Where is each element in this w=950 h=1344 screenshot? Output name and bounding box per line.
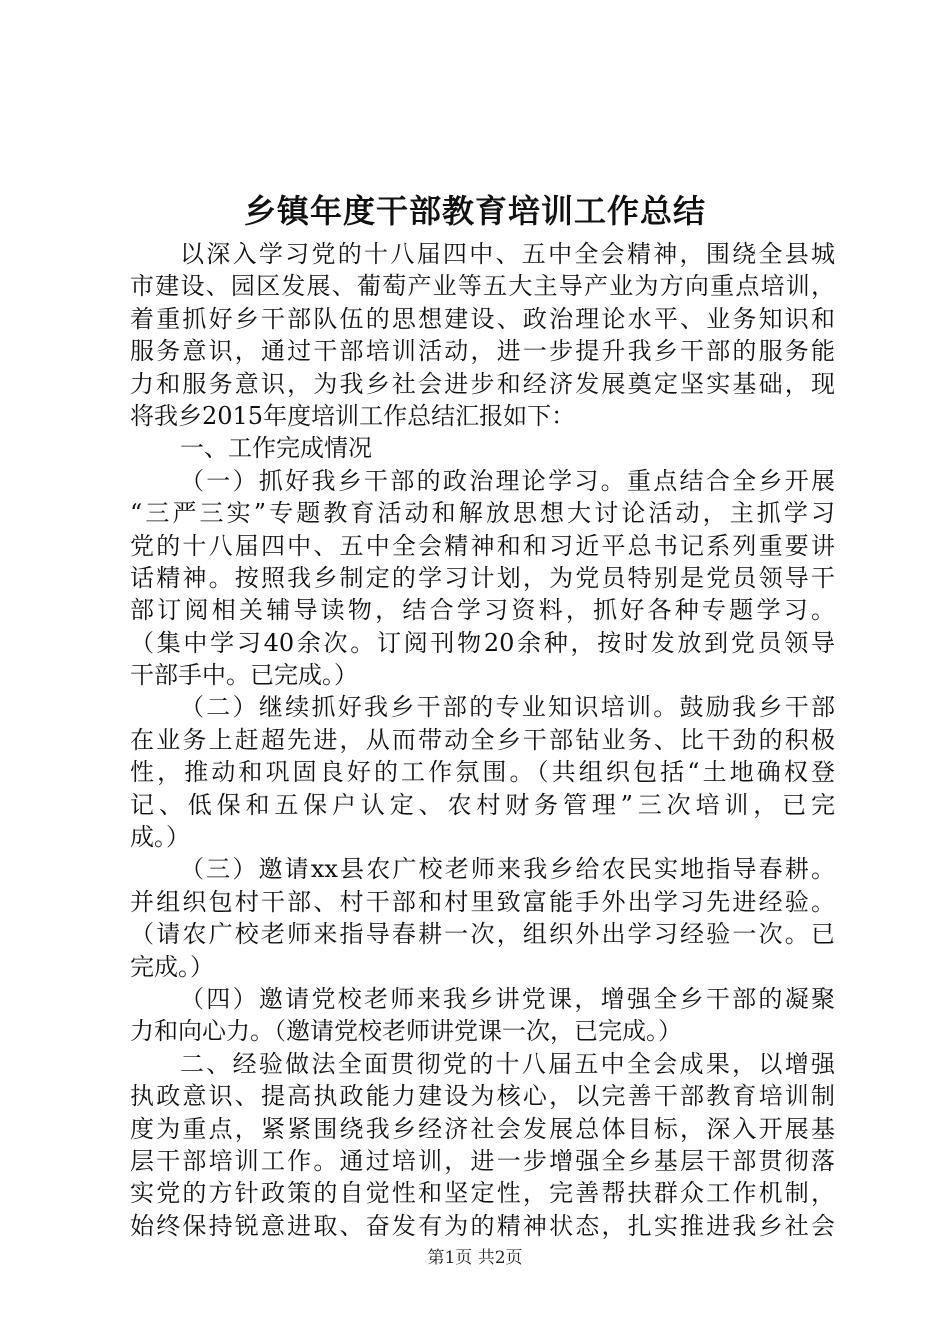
text-line: （一）抓好我乡干部的政治理论学习。重点结合全乡开展 <box>180 466 835 495</box>
text-line: 成。） <box>130 823 190 852</box>
text-line: （三）邀请xx县农广校老师来我乡给农民实地指导春耕。 <box>180 855 835 884</box>
text-line: （请农广校老师来指导春耕一次，组织外出学习经验一次。已 <box>130 920 835 949</box>
text-line: 将我乡2015年度培训工作总结汇报如下： <box>130 401 576 430</box>
page-footer: 第1页 共2页 <box>427 1248 523 1268</box>
text-line: 在业务上赶超先进，从而带动全乡干部钻业务、比干劲的积极 <box>130 725 835 754</box>
text-line: 完成。） <box>130 952 214 981</box>
text-line: 党的十八届四中、五中全会精神和和习近平总书记系列重要讲 <box>130 531 835 560</box>
text-line: 二、经验做法全面贯彻党的十八届五中全会成果，以增强 <box>180 1049 835 1078</box>
text-line: 以深入学习党的十八届四中、五中全会精神，围绕全县城 <box>180 240 835 268</box>
text-line: 市建设、园区发展、葡萄产业等五大主导产业为方向重点培训， <box>130 272 835 301</box>
text-line: 度为重点，紧紧围绕我乡经济社会发展总体目标，深入开展基 <box>130 1114 835 1143</box>
text-line: 并组织包村干部、村干部和村里致富能手外出学习先进经验。 <box>130 887 835 916</box>
text-line: （集中学习40余次。订阅刊物20余种，按时发放到党员领导 <box>130 628 835 657</box>
text-line: 一、工作完成情况 <box>180 434 372 463</box>
text-line: 性，推动和巩固良好的工作氛围。（共组织包括“土地确权登 <box>130 758 835 787</box>
text-line: 层干部培训工作。通过培训，进一步增强全乡基层干部贯彻落 <box>130 1146 835 1175</box>
text-line: 干部手中。已完成。） <box>130 661 358 690</box>
text-line: （二）继续抓好我乡干部的专业知识培训。鼓励我乡干部 <box>180 693 835 722</box>
document-title: 乡镇年度干部教育培训工作总结 <box>243 192 706 230</box>
text-line: 话精神。按照我乡制定的学习计划，为党员特别是党员领导干 <box>130 563 835 592</box>
document-body <box>130 238 835 1242</box>
text-line: 力和服务意识，为我乡社会进步和经济发展奠定坚实基础，现 <box>130 369 835 398</box>
text-line: “三严三实”专题教育活动和解放思想大讨论活动，主抓学习 <box>130 499 835 528</box>
text-line: 实党的方针政策的自觉性和坚定性，完善帮扶群众工作机制， <box>130 1179 835 1208</box>
text-line: 始终保持锐意进取、奋发有为的精神状态，扎实推进我乡社会 <box>130 1211 835 1240</box>
text-line: 部订阅相关辅导读物，结合学习资料，抓好各种专题学习。 <box>130 596 835 625</box>
text-line: （四）邀请党校老师来我乡讲党课，增强全乡干部的凝聚 <box>180 984 835 1013</box>
text-line: 执政意识、提高执政能力建设为核心，以完善干部教育培训制 <box>130 1082 835 1111</box>
text-line: 记、低保和五保户认定、农村财务管理”三次培训，已完 <box>130 790 835 819</box>
text-line: 着重抓好乡干部队伍的思想建设、政治理论水平、业务知识和 <box>130 304 835 333</box>
text-line: 力和向心力。（邀请党校老师讲党课一次，已完成。） <box>130 1017 682 1046</box>
text-line: 服务意识，通过干部培训活动，进一步提升我乡干部的服务能 <box>130 337 835 366</box>
